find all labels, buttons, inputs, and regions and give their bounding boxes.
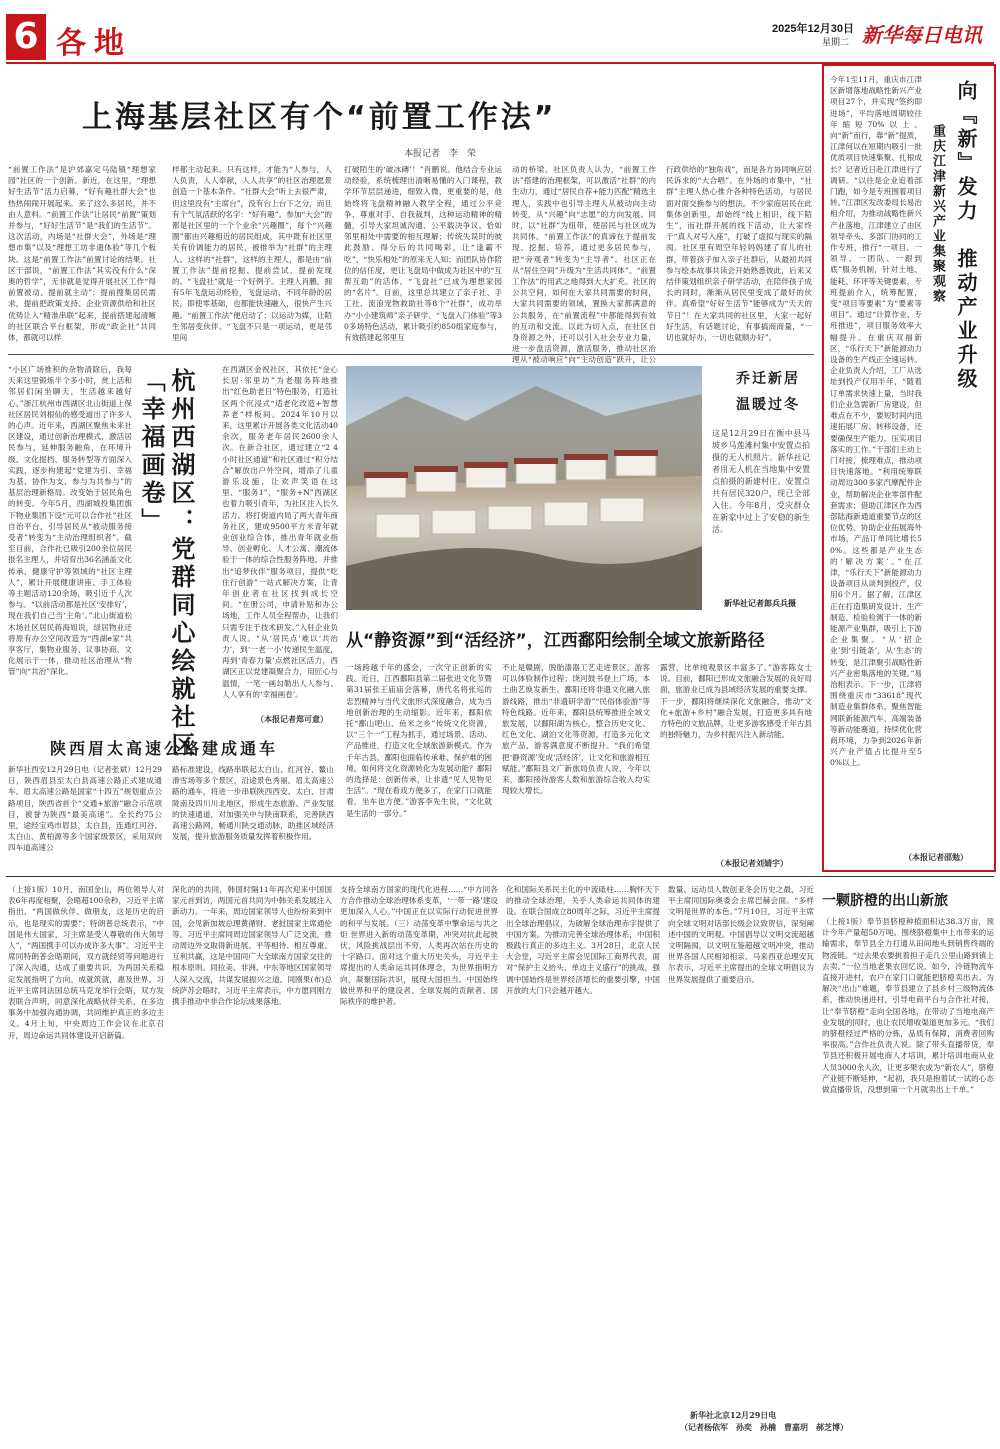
photo-illustration (346, 366, 702, 610)
bottom-credit: 新华社北京12月29日电 (690, 1410, 777, 1420)
fold-rule (6, 876, 994, 877)
jiangxi-column-3: 露营，比单纯观景区丰富多了。”游客陈女士说。目前，鄱阳已形成文旅融合发展的良好局面，旅游业已成为县域经济发展的重要支撑。下一步，鄱阳将继续深化文旅融合，推动“文化+旅游+乡村”融合发展，打造更多具有地方特色的文旅品牌，让更多游客感受千年古县的独特魅力，为乡村振兴注入新动能。 (660, 663, 812, 740)
page-number: 6 (6, 14, 46, 60)
bottom-column-5: 数量、运动员人数创亚冬会历史之最，习近平主席同国际奥委会主席巴赫会面。“多样文明是世界的本色。”7月10日，习近平主席向全球文明对话部长级会议致贺信，深刻阐述中国的文明观。中国倡导以文明交流超越文明隔阂，以文明互鉴超越文明冲突，推动世界各国人民相知相亲。马来西亚总理安瓦尔表示，习近平主席提出的全球文明倡议为世界发展提供了重要启示。 (668, 885, 814, 984)
lead-column-3: 打破陌生的‘破冰磚’！”肖鹏说。他结合专业运动经验，系统梳理出清晰易懂的入门课程，教学环节层层递进，细致入微，更重要的是，他始终将飞盘精神融入教学全程，通过公平竞争、尊重对手、自我裁判，这种运动精神的精髓，引导大家坦诚沟通、公平载决争议。恰如邻里相处中需要的相互理解；传统失误时的彼此鼓励、得分后的共同喝彩，让“逢霸不吃”、“快乐相处”的原来无人知；而团队协作陪位的信任度，更让飞盘局中做成为社区中的“互帮互助”的活体。“飞盘社”已成为理想家园的“名片”。目前，这里总共建立了亲子社、手工社、流浪宠物救助社等8个“社群”，成功举办“小小建筑师”亲子研学、“飞盘入门体验”等30多场特色活动，累计吸引约850组家庭参与，有效搭建起邻里互 (344, 165, 502, 343)
chongqing-body (830, 402, 990, 846)
shaanxi-column-2: 路标准建设，线路串联起太白山、红河谷、鳌山滑雪场等多个景区，沿途景色秀丽。眉太高速公路的通车，将进一步串联陕西西安、太白、甘肃陇南及四川川北地区，形成生态旅游、产业发展的快速通道，对加强关中与陕南联系，完善陕西高速公路网，畅通川陕交通动脉，助推区域经济发展，提升旅游服务质量发挥着积极作用。 (172, 765, 334, 842)
jiangxi-column-2: 不止是赣剧，脱胎漆器工艺走进景区，游客可以体验制作过程；饶河鼓书登上广场，本土曲艺焕发新生。鄱阳还将非遗文化融入旅游线路，推出“非遗研学游”“民俗体验游”等特色线路。近年来，鄱阳县统筹推进全域文旅发展，以鄱阳湖为核心，整合历史文化、红色文化、湖泊文化等资源，打造多元化文旅产品，游客满意度不断提升。“我们希望把‘静资源’变成‘活经济’，让文化和旅游相互赋能。”鄱阳县文广新旅局负责人说，今年以来，鄱阳接待游客人数和旅游综合收入均实现较大增长。 (502, 663, 650, 796)
issue-date: 2025年12月30日 (772, 23, 854, 35)
lead-column-5: 行政供给的“独角戏”，而是各方协同响应居民诉求的“大合唱”。在外场的市集中，“社群”主理人热心推介各种特色活动，与居民面对面交换参与的想法。不少家庭居民在此集体创新里，却始终“线上相识，线下陌生”，而社群开展的线下活动，让大家终于“真人对号入座”，打破了虚拟与现实的隔阂。社区里有周空年轻妈妈建了育儿的社群，带着孩子加入亲子社群后，从最初共同参与绘本故事共读会开始熟悉彼此，后来又结伴策划组织亲子研学活动，在陪伴孩子成长的同时，渐渐从居民里变成了最好的伙伴。真希望“好好生活节”能够成为“天天的节日”！在大家共同的社区里，大家一起好好生活，有话题讨论，有事搞商商量，“一切也就好办，一切也就顺办好”。 (666, 165, 812, 343)
lead-column-4: 动的桥梁。社区负责人认为，“前置工作法”搭建的治理框架，可以激活“社群”的内生动力，通过“居民自荐+能力匹配”精选主理人，实践中也引导主理人从被动向主动转变，从“兴趣”向“志愿”的方向发展。同时，以“社群”为纽带，使居民与社区成为共同体。“前置工作法”的真谛在于提前发现、挖掘、培养，通过更多居民参与，把“旁观者”转变为“主导者”。社区正在从“居住空间”升级为“生活共同体”。“前置工作法”的用武之地得到大大扩充。社区的公共空间，如何在大家共同需要的时间，大家共同需要的领域，置换大家都满意的公共服务，在“前置流程”中都能得到有效的互动和交流。以此为切入点，在社区自身资源之外，还可以引入社会专业力量，进一步盘活资源，激活服务，推动社区治理从“被动响应”向“主动创造”跃升，让公 (512, 165, 656, 365)
bottom-column-4: 化和国际关系民主化的中流砥柱……胸怀天下的推动全球治理，关乎人类命运共同体的建设。在联合国成立80周年之际，习近平主席提出全球治理倡议，为破解全球治理赤字提供了中国方案。为推动完善全球治理体系，中国积极践行真正的多边主义。3月28日，北京人民大会堂，习近平主席会见国际工商界代表，面对“保护主义抬头、单边主义盛行”的挑战，强调中国始终是世界经济增长的重要引擎，中国开放的大门只会越开越大。 (506, 885, 660, 995)
shaanxi-column-1: 新华社西安12月29日电（记者张斌）12月29日，陕西眉县至太白县高速公路正式建成通车。眉太高速公路是国家“十四五”规划重点公路项目，陕西省首个“交通+旅游”融合示范项目，被誉为陕西“最美高速”。全长约75公里，途经宝鸡市眉县、太白县，连通红河谷、太白山、黄柏源等多个国家级景区，采用双向四车道高速公 (8, 765, 162, 853)
bottom-column-2: 深化的的共同，韩国时隔11年再次迎来中国国家元首到访，两国元首共同为中韩关系发展注入新动力。一年来，周边国家领导人也纷纷来到中国，会见新加坡总理黄循财、老挝国家主席通伦等。习近平主席同周边国家领导人广泛交流，推动周边外交取得新进展。平等相待、相互尊重、互利共赢，这是中国同广大全球南方国家交往的根本原则。同拉美、非洲、中东等地区国家领导人深入交流，共谋发展振兴之道。同刚果(布)总统萨苏会晤时，习近平主席表示，中方愿同刚方携手推动中非合作论坛成果落地。 (172, 885, 332, 1007)
side-column-1: “小区广场推积的杂物清除后，我每天来这里锻炼半个多小时，赏上活和邻居们闲坐聊天，生活越来越好心。”浙江杭州市西湖区北山街道上保社区居民刘根仙的感受道出了许多人的心声。近年来，西湖区聚焦未来社区建设，通过创新治理模式，激活居民参与，延伸服务触角，在环境升级、文化提档、服务转型等方面深入实践，逐步构建起“党建为引、幸福为基、协作为支、参与为共参与”的基层治理新格局。改变始于居民角色的转变。今年5月，西湖城投集团旗下物业集团下设“元可以合作社”社区自治平台，引导居民从“被动服务接受者”转变为“主动治理组织者”。截至目前，合作社已吸引200余位居民报名主理人，并培育出36名涵盖文化传承、健康守护等领域的“社区主理人”，累计开展健康讲座、手工体验等主题活动120余场，吸引近千人次参与。“以前活动都是社区‘安排好’，现在我们自己当‘主角’。”北山街道松木场社区居民蒋海姐说，绿居物业还将原有办公空间改造为“西湖e家”共享客厅，集物业服务、议事协商、文化展示于一体，推动社区治理从“物管”向“共治”深化。 (8, 365, 132, 677)
side-headline: 杭州西湖区：党群同心绘就社区「幸福画卷」 (137, 368, 195, 760)
jiangxi-headline: 从“静资源”到“活经济”，江西鄱阳绘制全域文旅新路径 (346, 631, 765, 651)
lead-headline: 上海基层社区有个“前置工作法” (82, 100, 557, 135)
navel-headline: 一颗脐橙的出山新旅 (822, 893, 948, 909)
navel-body: （上接1版）奉节县脐橙种植面积达38.3万亩，预计今年产量超50万吨。围绕脐橙集中上市带来的运输需求，奉节县全力打通从田间地头到销售终端的物流链。“过去果农要挑着担子走几公里山路到镇上去卖。”一位当地老果农回忆说，如今，冷链物流车直接开进村，农户在家门口就能把脐橙卖出去。为解决“出山”难题，奉节县建立了县乡村三级物流体系，推动快递进村，引导电商平台与合作社对接，让“奉节脐橙”走向全国各地，在带动了当地电商产业发展的同时，也让农民增收渠道更加多元。“我们的脐橙经过严格的分拣，品质有保障，消费者回购率很高。”合作社负责人说。除了带头直播带货，奉节县还积极开展电商人才培训，累计培训电商从业人员3000余人次，让更多果农成为“新农人”，脐橙产业链不断延伸，“起初，我只是抱着试一试的心态做直播带货，没想到第一个月就卖出上千单。” (822, 917, 994, 1095)
relocation-village-photo (346, 366, 702, 610)
bottom-column-3: 支持全球南方国家的现代化进程……“中方同各方合作推动全球治理体系变革，‘一带一路’建设更加深入人心。”中国正在以实际行动促进世界的和平与发展。（三）动荡变革中擎命运与共之炬 世界进入新的动荡变革期，冲突对抗此起彼伏，风险挑战层出不穷，人类再次站在历史的十字路口。面对这个重大历史关头，习近平主席提出的人类命运共同体理念，为世界指明方向，凝聚国际共识，展现大国担当。中国始终做世界和平的建设者、全球发展的贡献者、国际秩序的维护者。 (340, 885, 498, 1007)
photo-story-title: 乔迁新居 温暖过冬 (736, 371, 816, 413)
shaanxi-headline: 陕西眉太高速公路建成通车 (50, 739, 279, 758)
lead-column-2: 样都主动起来。只有这样，才能为“人参与，人人负责，人人奉献，人人共享”的社区治理愿景创造一个基本条件。“社群大会”听上去很严肃，但这里没有“主席台”，没有台上台下之分，而且有个气氛活跃的名字：“好有趣”。参加“大会”的都是社区里的一个个业余“兴趣圈”，每个“兴趣圈”都由兴趣相近的居民组成，其中既有社区里关有价调能力的居民，被推举为“社群”的主理人。这样的“社群”，这样的主理人，都是由“前置工作法”提前挖掘、提前尝试、提前发现的。“飞盘社”就是一个好例子。主理人肖鹏，拥有5年飞盘运动经验，飞盘运动，不同年龄的居民，即使零基础，也都能快速融入，很快产生兴趣。“前置工作法”便启动了；以运动为媒，让陌生邻居变伙伴。“飞盘不只是一项运动，更是邻里间 (172, 165, 332, 343)
bottom-authors: （记者杨依军 孙奕 孙楠 曹嘉玥 郝芝博） (680, 1422, 848, 1432)
jiangxi-byline: （本报记者刘婧宇） (716, 858, 788, 868)
lead-bottom-rule (8, 354, 814, 355)
section-title: 各地 (56, 26, 132, 61)
photo-caption: 这是12月29日在衡中县马坡乡马莲滩村集中安置点拍摄的无人机照片。新华社记者用无人机在当地集中安置点拍摄的新建村庄。安置点共有居民320户，现已全部入住。今年8月，受灾群众在新家中过上了安稳的新生活。 (712, 429, 810, 534)
issue-weekday: 星期二 (822, 37, 850, 47)
chongqing-subtitle: 重庆江津新兴产业集聚观察 (930, 124, 945, 304)
lead-column-1: “前置工作法”是沪郊嘉定马陆镇“理想家园”社区的一个创新。新近，在这里，“理想好生活节”活力启幕，“好有趣社群大会”也热热闹闹开展起来。来了这么多居民，并不由人意料。“前置工作法”让居民“前置”策划并参与，“好好生活节”是“我们的生活节”。这次活动，内场是“社群大会”，外场是“理想市集”以及“理想工坊非遗体验”等几个板块。这是“前置工作法”前置讨论的结果。社区干部说，“前置工作法”其实没有什么“深奥的哲学”，无非就是觉得开展社区工作“得前置被动、提前就主动”；提前搜集居民需求，提前把政策支持、企业资源供给和社区优势让入“精准串联”起来，提前搭建起清晰的社区联合平台框架，形成“政企社”共同体，都就可以样 (8, 165, 156, 343)
side-column-2: 在西湖区金祝社区，其依托“金心长居·邻里坊”为老服务阵地推出“红色助老日”特色服务，打造社区两个沉浸式“适老化改造+智慧养老”样板间。2024年10月以来，这里累计开展各类文化活动40余次，服务老年居民2600余人次。在新合社区，通过建立“2 4 小时社区通道”和社区通过“积分结合”解放出户外空间，增添了儿童游乐设施，让欢声笑语在这里、“服务1”，“服务+N”西湖区也着力吸引青年，为社区注入长久活力。将打街道内局了两大青年商务社区，建成9500平方米青年就业创业综合体，推出青年就业指导、创业孵化、人才公寓、潮流体验于一体的综合性服务阵地，并推出“追梦伙伴”服务项目，提供“吃住行创游”一站式解决方案，让青年创业者在社区找到成长空间。“在册公司，申请补贴和办公场地，工作人员全程帮办，让我们只需专注于技术研发。”入驻企业负责人说。“从‘居民点’难以‘共治力’，到‘一老一小’传递民生温度，再到‘青春力量’点燃社区活力，西湖区正以党建凝聚合力，用匠心与温情，一笔一画勾勒出人人参与、人人享有的‘幸福画卷’。 (222, 365, 338, 699)
lead-byline: 本报记者 李 荣 (404, 149, 477, 159)
newspaper-title: 新华每日电讯 (862, 23, 982, 47)
photo-credit: 新华社记者郎兵兵摄 (724, 598, 796, 608)
side-byline: （本报记者郑可意） (256, 714, 328, 724)
chongqing-lead-text: 今年1至11月，重庆市江津区新增落地战略性新兴产业项目27个，并实现“签约即进场”，平均落地周期较往年缩短70%以上。向“新”而行，靠“新”提质，江津何以在短期内吸引一批优质项目快速集聚、扎根成长？记者近日赴江津进行了调研。“以往是企业追着部门跑，如今是专班围着项目转。”江津区发改委局长易治相介绍，为推动战略性新兴产业落地，江津建立了由区领导牵头、多部门协同的工作专班，推行“一项目、一领导、一团队、一跟到底”服务机制，针对土地、能耗、环评等关键要素，专班提前介入，统筹配置，变“项目等要素”为“要素等项目”。通过“计算作业、专班推进”，项目服务效率大幅提升。在重庆双福新区，“乐行天下”新能源动力设备的生产线正全速运转。企业负责人介绍，工厂从选址到投产仅用半年，“随着订单需求快速上量，当时我们企业急需新厂房建设，但难点在不少，要短时间内迅速拓展厂房、转移设备，还要确保生产能力，压实项目落实的工作。”干部们主动上门对接，梳理难点，推动项目快速落地。“利用统筹联动周边300多家汽摩配件企业，帮助解决企业零部件配套需求；借助江津区作为西部陆海新通道重要节点的区位优势，协助企业拓展海外市场，产品订单同比增长50%。这些都是产业生态的‘解决方案’。”在江津，“乐行天下”新能源动力设备项目从谈判到投产，仅用6个月。据了解，江津区正在打造集研发设计、生产制造、检验检测于一体的新能源产业集群，吸引上下游企业集聚。“从‘招企业’到‘引链条’，从‘生态’的转变，是江津聚引战略性新兴产业密集落地的关键。”易治相表示。下一步，江津将围绕重庆市“33618”现代制造业集群体系，聚焦智能网联新能源汽车、高端装备等新动能赛道，持续优化营商环境，力争到2026年新兴产业产值占比提升至50%以上。 (830, 75, 922, 768)
chongqing-byline: （本报记者邵勉） (904, 852, 968, 862)
bottom-column-1: （上接1版）10月，南国金山，两位领导人对表6年再度相聚，会晤超100余秒，习近平主席指出，“两国做伙伴、做朋友，这是历史的启示，也是现实的需要”；特朗普总统表示，“中国是伟大国家，习主席是受人尊敬的伟大领导人”，“两国携手可以办成许多大事”。习近平主席同特朗普会晤期间，双方就经贸等问题进行了深入沟通，达成了重要共识，为两国关系稳定发展指明了方向。成就筑就，惠及世界。习近平主席同法国总统马克龙举行会晤，双方发表联合声明，同意深化战略伙伴关系，在多边事务中加强沟通协调，共同维护真正的多边主义。4月上旬，中央周边工作会议在北京召开，周边命运共同体建设开启新篇。 (8, 885, 165, 1040)
jiangxi-column-1: 一场跨越千年的盛会，一次守正创新的实践。近日，江西鄱阳县第二届张进文化节暨第31届张王庙庙会落幕，唐代名将张巡的忠烈精神与当代文旅形式深度融合，成为当地创新治理的生动缩影。近年来，鄱阳依托“鄱山吧山、鱼米之乡”传统文化资源，以“三个一”工程为抓手，通过场景、活动、产品推进，打造文化全域旅游新模式。作为千年古县，鄱阳也面临传承难、保护难的困境。如何将文化资源转化为发展动能？鄱阳的选择是：创新传承，让非遗“见人见物见生活”。“现在看戏方便多了，在家门口就能看，坐车也方便。”游客李先生说，“文化就是生活的一部分。” (346, 663, 492, 818)
chongqing-headline: 向『新』发力 推动产业升级 (954, 80, 978, 392)
